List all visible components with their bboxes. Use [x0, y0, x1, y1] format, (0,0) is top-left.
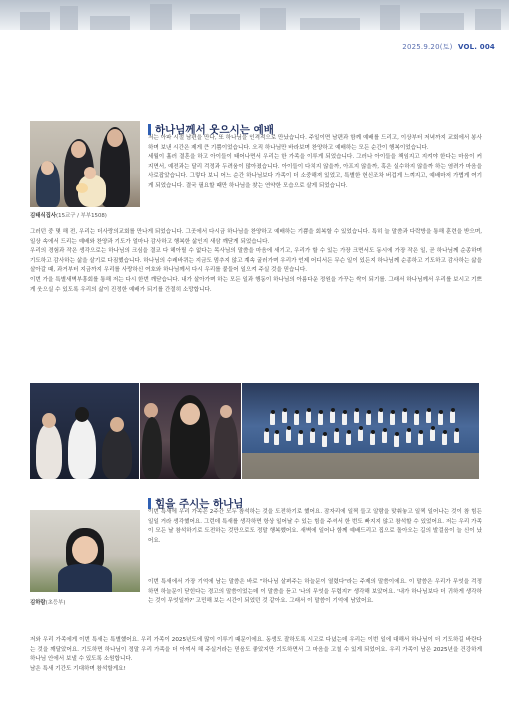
paragraph: 남은 특새 기간도 기대하며 참석할게요!	[30, 665, 126, 672]
child-photo	[30, 510, 140, 592]
paragraph: 저와 우리 가족에게 이번 특새는 특별했어요. 우리 가족이 2025년도에 많이 이루기 때문이에요. 동생도 잘하도록 시고로 다녔는데 우리는 이번 일에 대해서 하나님이 더 기도하길 바란다는 것을 깨달았어요. 기도하면 하나님이 정말 우리 가족을 더 아껴서 해 주실거라는 믿음도 좋았지만 기도하면서 그 마음을 고칠 수 있게 되었어요. 우리 가족이 남은 2025년을 건강하게 하나님 안에서 보낼 수 있도록 소원합니다.	[30, 637, 482, 663]
section1-paragraph-body	[30, 228, 482, 295]
gallery-photo-choir	[242, 383, 479, 479]
gallery-photo-prayer	[30, 383, 139, 479]
section1-caption	[30, 211, 107, 219]
paragraph: 이번 가을 특별새벽부흥회를 통해 저는 다시 한번 깨닫습니다. 내가 살아가며 하는 모든 일과 행동이 하나님의 아름다운 정원을 가꾸는 싹이 되기를. 그래서 하나님께서 우리를 보시고 기쁘게 웃으실 수 있도록 우리의 삶이 진정한 예배가 되기를 간절히 소망합니다.	[30, 276, 482, 293]
section1-paragraph-intro	[148, 134, 482, 192]
section2-paragraph-intro	[148, 508, 482, 546]
gallery-photo-worship	[140, 383, 241, 479]
section2-title: 힘을 주시는 하나님	[155, 498, 244, 510]
family-photo	[30, 121, 140, 207]
page-header-band	[0, 0, 509, 30]
paragraph: 이번 특새에서 가장 기억에 남는 말씀은 바로 "하나님 살펴주는 하늘문이 열렸다"라는 주제의 말씀이에요. 이 말씀은 우리가 무엇을 걱정하면 하늘문이 닫힌다는 경고의 말씀이었는데 이 말씀을 듣고 '나의 무엇을 두렵지?' 생각해 보았어요. '내가 하나님보다 더 귀하게 생각하는 것이 무엇일까?' 고민해 보는 시간이 되었던 것 같아요. 그래서 이 말씀이 기억에 남았어요.	[148, 579, 482, 605]
section1-title: 하나님께서 웃으시는 예배	[155, 124, 274, 136]
caption-name: 김태식집사	[30, 213, 57, 219]
caption-name: 김하람	[30, 600, 46, 606]
caption-detail: (15교구 / 부부1508)	[56, 213, 107, 219]
issue-date: 2025.9.20(토)	[402, 43, 453, 51]
paragraph: 우리의 경험과 작은 생각으로는 하나님의 크심을 결코 다 헤아릴 수 없다는 목사님의 말씀을 마음에 새기고, 우리가 할 수 있는 가장 크면서도 동시에 가장 작은 일, 곧 하나님께 순종하며 기도하고 감사하는 삶을 살기로 다짐했습니다. 하나님의 수레바퀴는 지금도 멈추지 않고 계속 굴러가며 우리가 언제 어디서든 무슨 일이 있든지 하나님께 순종하고 기도하고 감사하는 삶을 살아갈 때, 과거부터 지금까지 우리를 사랑하신 여호와 하나님께서 다시 우리를 붙들어 일으켜 주실 것을 믿습니다.	[30, 248, 482, 274]
caption-detail: (초등부)	[45, 600, 66, 606]
section2-caption	[30, 598, 65, 606]
section2-paragraph-body	[30, 636, 482, 674]
issue-meta	[402, 42, 495, 52]
section2-paragraph-mid	[148, 578, 482, 607]
paragraph: 그러던 중 몇 해 전, 우리는 더사랑의교회를 만나게 되었습니다. 그곳에서 다시금 하나님을 찬양하고 예배하는 기쁨을 회복할 수 있었습니다. 특히 늘 말씀과 다락방을 통해 훈련을 받으며, 일상 속에서 드리는 예배와 찬양과 기도가 얼마나 감사하고 행복한 삶인지 새삼 깨닫게 되었습니다.	[30, 229, 482, 245]
issue-volume: VOL. 004	[457, 43, 495, 51]
paragraph: 저는 아파 시절 남편을 만나, 또 하나님을 인격적으로 만났습니다. 주일이면 남편과 함께 예배를 드리고, 이상부터 저녁까지 교회에서 봉사하며 보낸 시간은 제게 큰 기쁨이었습니다. 오직 하나님만 바라보며 찬양하고 예배하는 모든 순간이 행복이었습니다.	[148, 135, 482, 151]
paragraph: 세월이 흘러 결혼을 하고 아이들이 태어나면서 우리는 한 가족을 이루게 되었습니다. 그러나 아이들을 책임지고 지켜야 한다는 마음이 커지면서, 예전과는 달리 걱정과 두려움이 많아졌습니다. 아이들이 다치지 않을까, 아프지 않을까, 혹은 실수하지 않을까 하는 염려가 마음을 사로잡았습니다. 그렇다 보니 어느 순간 하나님보다 가족이 더 소중해져 있었고, 특별한 헌신조차 버겁게 느껴지고, 예배마저 가볍게 여기게 되었습니다. 결국 필요할 때만 하나님을 찾는 연약한 모습으로 살게 되었습니다.	[148, 154, 482, 189]
paragraph: 이번 특새에 우리 가족은 2주간 모두 참석하는 것을 도전하기로 했어요. 잠자리에 일찍 들고 알람을 맞춰놓고 일찍 일어나는 것이 참 힘든 일일 거라 생각했어요. 그런데 특새를 생각하면 항상 일어날 수 있는 힘을 주셔서 한 번도 빠지지 않고 참석할 수 있었어요. 저는 우리 가족이 모든 날 참석하기로 도전하는 것만으로도 정말 행복했어요. 새벽에 일어나 함께 예배드리고 집으로 돌아오는 길의 발걸음이 늘 신이 났어요.	[148, 509, 482, 544]
